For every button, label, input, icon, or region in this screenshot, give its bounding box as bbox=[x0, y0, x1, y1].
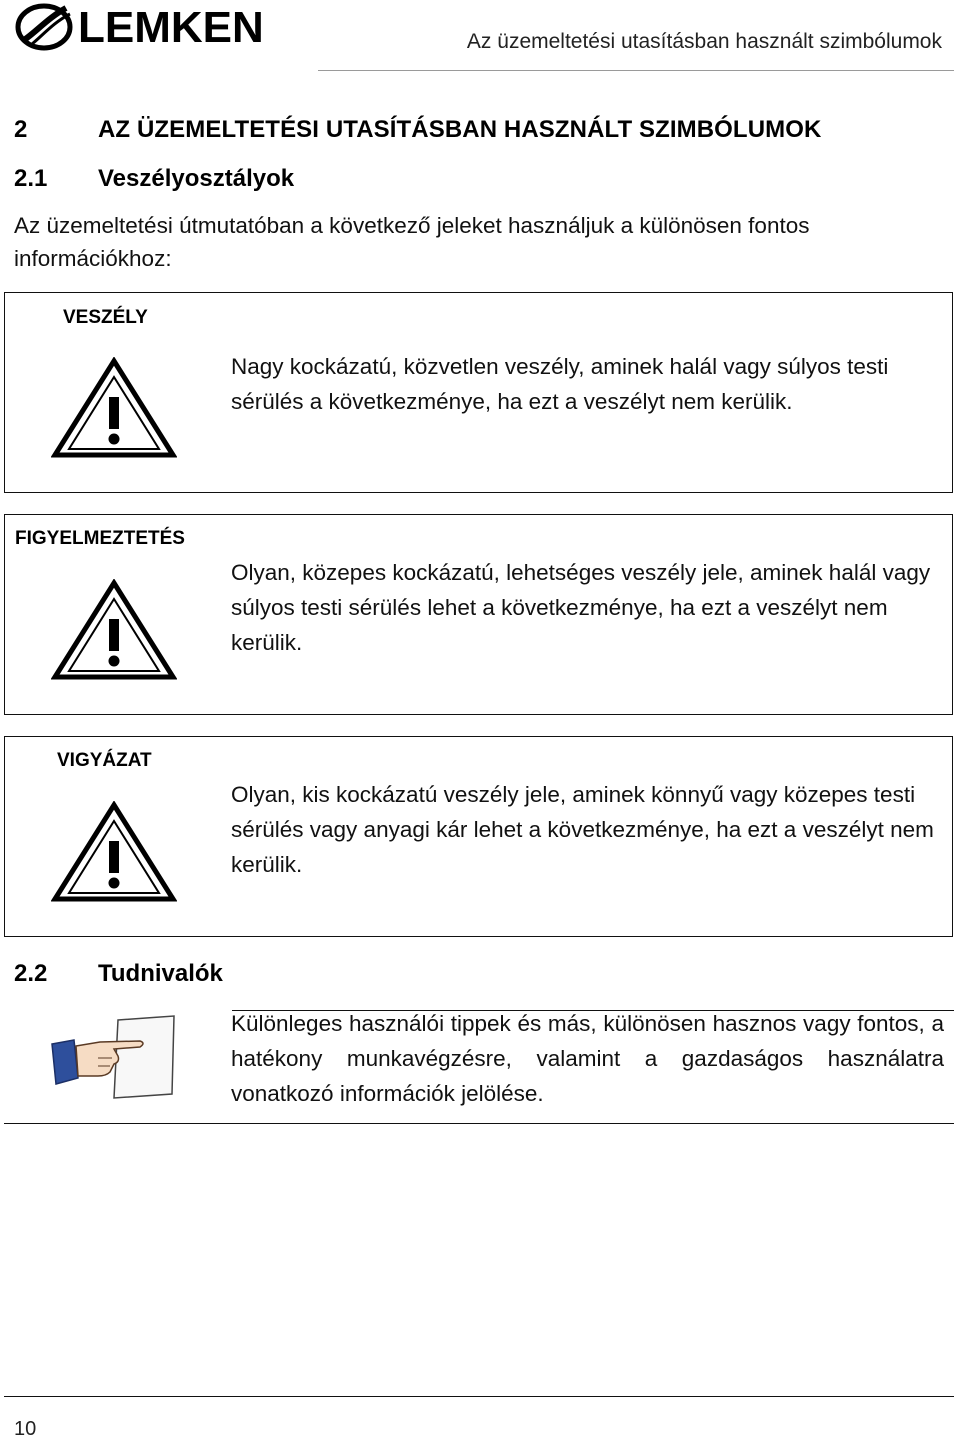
lemken-logo bbox=[14, 2, 299, 54]
warning-triangle-icon bbox=[51, 801, 177, 903]
subsection-title: Veszélyosztályok bbox=[98, 165, 295, 192]
note-description: Különleges használói tippek és más, különösen hasznos vagy fontos, a hatékony munkavégzésre, valamint a gazdaságos használatra vonatkozó információk jelölése. bbox=[231, 1011, 944, 1106]
lemken-logo-mark-icon bbox=[14, 2, 299, 54]
warning-triangle-icon bbox=[51, 357, 177, 459]
brand-wordmark: LEMKEN bbox=[78, 3, 264, 52]
subsection-heading-2-1 bbox=[14, 165, 294, 193]
subsection-heading-2-2 bbox=[14, 960, 223, 988]
subsection-number: 2.1 bbox=[14, 165, 48, 192]
page-number: 10 bbox=[14, 1418, 37, 1440]
subsection-number: 2.2 bbox=[14, 960, 48, 987]
note-bottom-rule bbox=[4, 1123, 954, 1124]
hazard-description: Nagy kockázatú, közvetlen veszély, aminek halál vagy súlyos testi sérülés a következménye, ha ezt a veszélyt nem kerülik. bbox=[231, 354, 889, 414]
hazard-label: FIGYELMEZTETÉS bbox=[15, 528, 185, 549]
hazard-description: Olyan, kis kockázatú veszély jele, aminek könnyű vagy közepes testi sérülés vagy anyagi kár lehet a következménye, ha ezt a veszélyt nem kerülik. bbox=[231, 782, 934, 877]
header-title: Az üzemeltetési utasításban használt szimbólumok bbox=[466, 30, 942, 53]
hazard-box-danger bbox=[4, 292, 953, 493]
section-title: AZ ÜZEMELTETÉSI UTASÍTÁSBAN HASZNÁLT SZIMBÓLUMOK bbox=[98, 116, 822, 143]
hazard-label: VESZÉLY bbox=[63, 307, 148, 328]
warning-triangle-icon bbox=[51, 579, 177, 681]
pointing-hand-icon bbox=[48, 1014, 178, 1100]
hazard-label: VIGYÁZAT bbox=[57, 750, 152, 771]
subsection-title: Tudnivalók bbox=[98, 960, 223, 987]
footer-rule bbox=[4, 1396, 954, 1397]
section-heading bbox=[14, 116, 821, 144]
hazard-description: Olyan, közepes kockázatú, lehetséges veszély jele, aminek halál vagy súlyos testi sérülés lehet a következménye, ha ezt a veszélyt nem kerülik. bbox=[231, 560, 931, 655]
intro-paragraph: Az üzemeltetési útmutatóban a következő jeleket használjuk a különösen fontos információkhoz: bbox=[14, 213, 810, 271]
hazard-box-warning bbox=[4, 514, 953, 715]
section-number: 2 bbox=[14, 116, 28, 143]
header-divider bbox=[318, 70, 954, 71]
hazard-box-caution bbox=[4, 736, 953, 937]
